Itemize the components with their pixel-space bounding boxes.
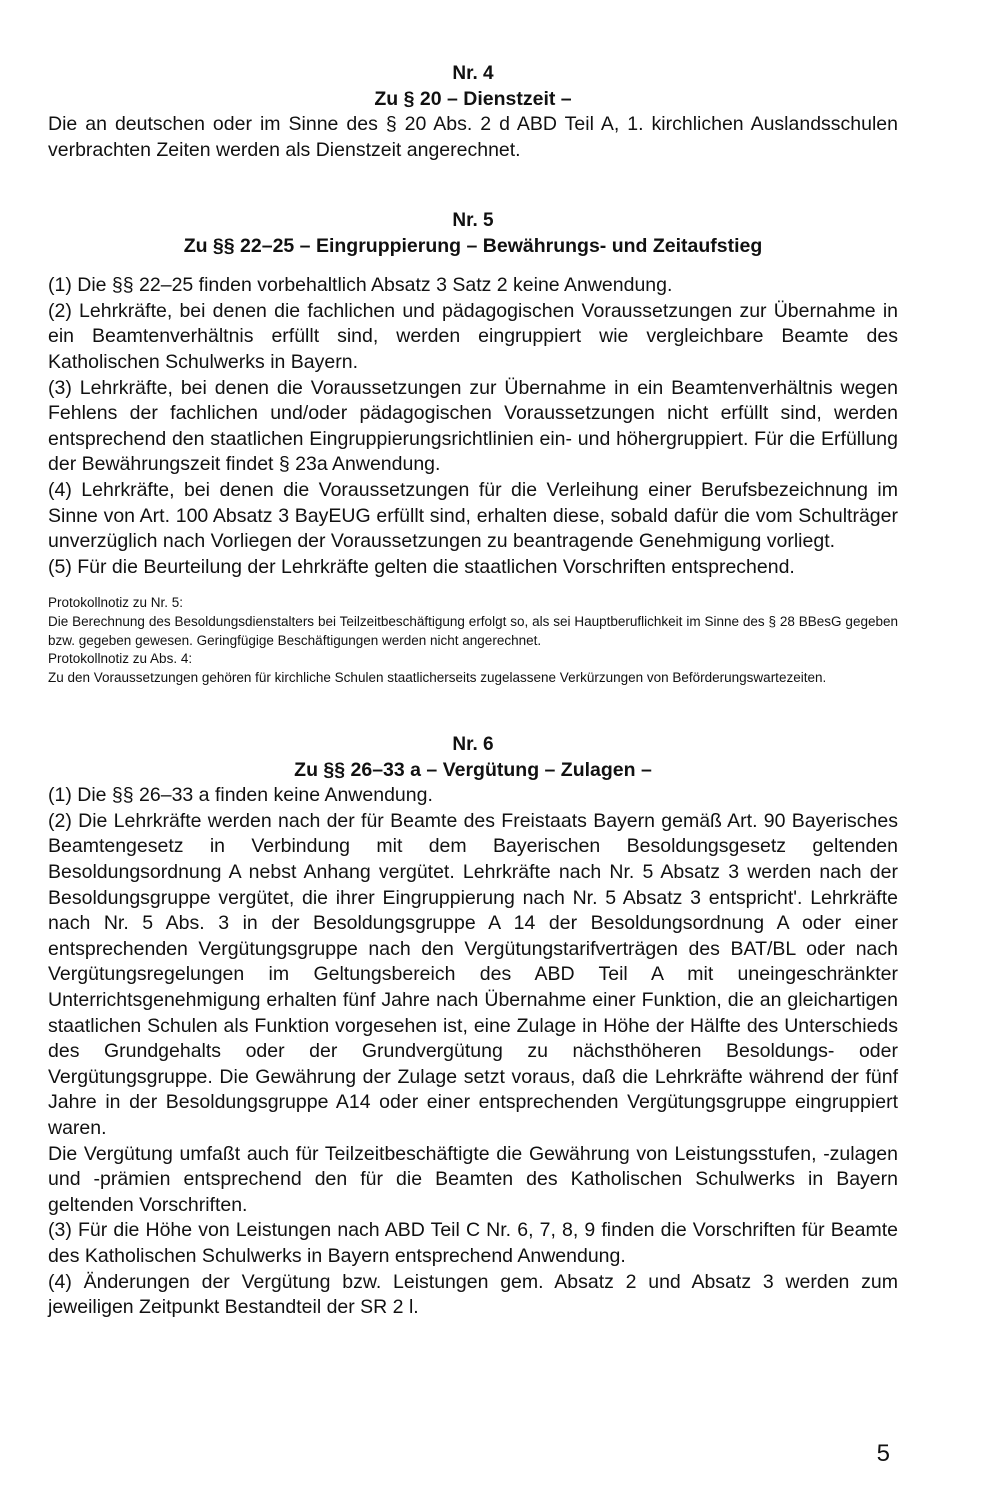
note-text: Die Berechnung des Besoldungsdienstalters bei Teilzeitbeschäftigung erfolgt so, als sei Hauptberuflichkeit im Sinne des § 28 BBesG gegeben bzw. gegeben gewesen. Geringfügige Beschäftigungen werden nicht angerechnet. xyxy=(48,613,898,648)
paragraph: (4) Lehrkräfte, bei denen die Voraussetzungen für die Verleihung einer Berufsbezeichnung im Sinne von Art. 100 Absatz 3 BayEUG erfüllt sind, erhalten diese, sobald dafür die vom Schulträger unverzüglich nach Vorliegen der Voraussetzungen zu beantragende Genehmigung vorliegt. xyxy=(48,478,898,553)
paragraph: Die Vergütung umfaßt auch für Teilzeitbeschäftigte die Gewährung von Leistungsstufen, -zulagen und -prämien entsprechend den für die Beamten des Katholischen Schulwerks in Bayern geltenden Vorschriften. xyxy=(48,1142,898,1216)
section-number: Nr. 4 xyxy=(452,63,494,84)
paragraph: (4) Änderungen der Vergütung bzw. Leistungen gem. Absatz 2 und Absatz 3 werden zum jeweiligen Zeitpunkt Bestandteil der SR 2 l. xyxy=(48,1270,898,1319)
paragraph: (3) Lehrkräfte, bei denen die Voraussetzungen zur Übernahme in ein Beamtenverhältnis wegen Fehlens der fachlichen und/oder pädagogischen Voraussetzungen nicht erfüllt sind, werden entsprechend den staatlichen Eingruppierungsrichtlinien ein- und höhergruppiert. Für die Erfüllung der Bewährungszeit findet § 23a Anwendung. xyxy=(48,376,898,476)
paragraph: (3) Für die Höhe von Leistungen nach ABD Teil C Nr. 6, 7, 8, 9 finden die Vorschriften für Beamte des Katholischen Schulwerks in Bayern entsprechend Anwendung. xyxy=(48,1219,898,1267)
note-heading: Protokollnotiz zu Abs. 4: xyxy=(48,651,193,667)
section-title: Zu §§ 22–25 – Eingruppierung – Bewährungs- und Zeitaufstieg xyxy=(183,235,763,258)
section-nr-6 xyxy=(48,733,898,1320)
paragraph: (2) Lehrkräfte, bei denen die fachlichen und pädagogischen Voraussetzungen zur Übernahme in ein Beamtenverhältnis erfüllt sind, werden eingruppiert wie vergleichbare Beamte des Katholischen Schulwerks in Bayern. xyxy=(48,299,898,373)
paragraph: (1) Die §§ 22–25 finden vorbehaltlich Absatz 3 Satz 2 keine Anwendung. xyxy=(48,274,673,297)
paragraph: Die an deutschen oder im Sinne des § 20 Abs. 2 d ABD Teil A, 1. kirchlichen Auslandsschulen verbrachten Zeiten werden als Dienstzeit angerechnet. xyxy=(48,113,898,161)
note-heading: Protokollnotiz zu Nr. 5: xyxy=(48,595,184,611)
section-nr-5 xyxy=(48,209,898,687)
paragraph: (1) Die §§ 26–33 a finden keine Anwendung. xyxy=(48,784,433,807)
section-nr-4 xyxy=(48,62,898,163)
protocol-notes xyxy=(48,594,898,687)
section-number: Nr. 5 xyxy=(452,210,494,232)
section-number: Nr. 6 xyxy=(452,734,494,756)
section-title: Zu §§ 26–33 a – Vergütung – Zulagen – xyxy=(294,759,652,782)
paragraph: (5) Für die Beurteilung der Lehrkräfte gelten die staatlichen Vorschriften entsprechend. xyxy=(48,555,795,578)
document-page xyxy=(48,62,898,1321)
paragraph: (2) Die Lehrkräfte werden nach der für Beamte des Freistaats Bayern gemäß Art. 90 Bayerisches Beamtengesetz in Verbindung mit dem Bayerischen Besoldungsgesetz geltenden Besoldungsordnung A nebst Anhang vergütet. Lehrkräfte nach Nr. 5 Absatz 3 werden nach der Besoldungsgruppe vergütet, die ihrer Eingruppierung nach Nr. 5 Absatz 3 entspricht'. Lehrkräfte nach Nr. 5 Abs. 3 in der Besoldungsgruppe A 14 der Besoldungsordnung A oder einer entsprechenden Vergütungsgruppe nach den Vergütungstarifverträgen des BAT/BL oder nach Vergütungsregelungen im Geltungsbereich des ABD Teil A mit uneingeschränkter Unterrichtsgenehmigung erhalten fünf Jahre nach Übernahme einer Funktion, die an gleichartigen staatlichen Schulen als Funktion vorgesehen ist, eine Zulage in Höhe der Hälfte des Unterschieds des Grundgehalts oder der Grundvergütung zu nächsthöheren Besoldungs- oder Vergütungsgruppe. Die Gewährung der Zulage setzt voraus, daß die Lehrkräfte während der fünf Jahre in der Besoldungsgruppe A14 oder einer entsprechenden Vergütungsgruppe eingruppiert waren. xyxy=(48,809,898,1139)
note-text: Zu den Voraussetzungen gehören für kirchliche Schulen staatlicherseits zugelassene Verkürzungen von Beförderungswartezeiten. xyxy=(48,669,827,685)
section-title: Zu § 20 – Dienstzeit – xyxy=(374,88,572,110)
page-number: 5 xyxy=(876,1440,890,1467)
